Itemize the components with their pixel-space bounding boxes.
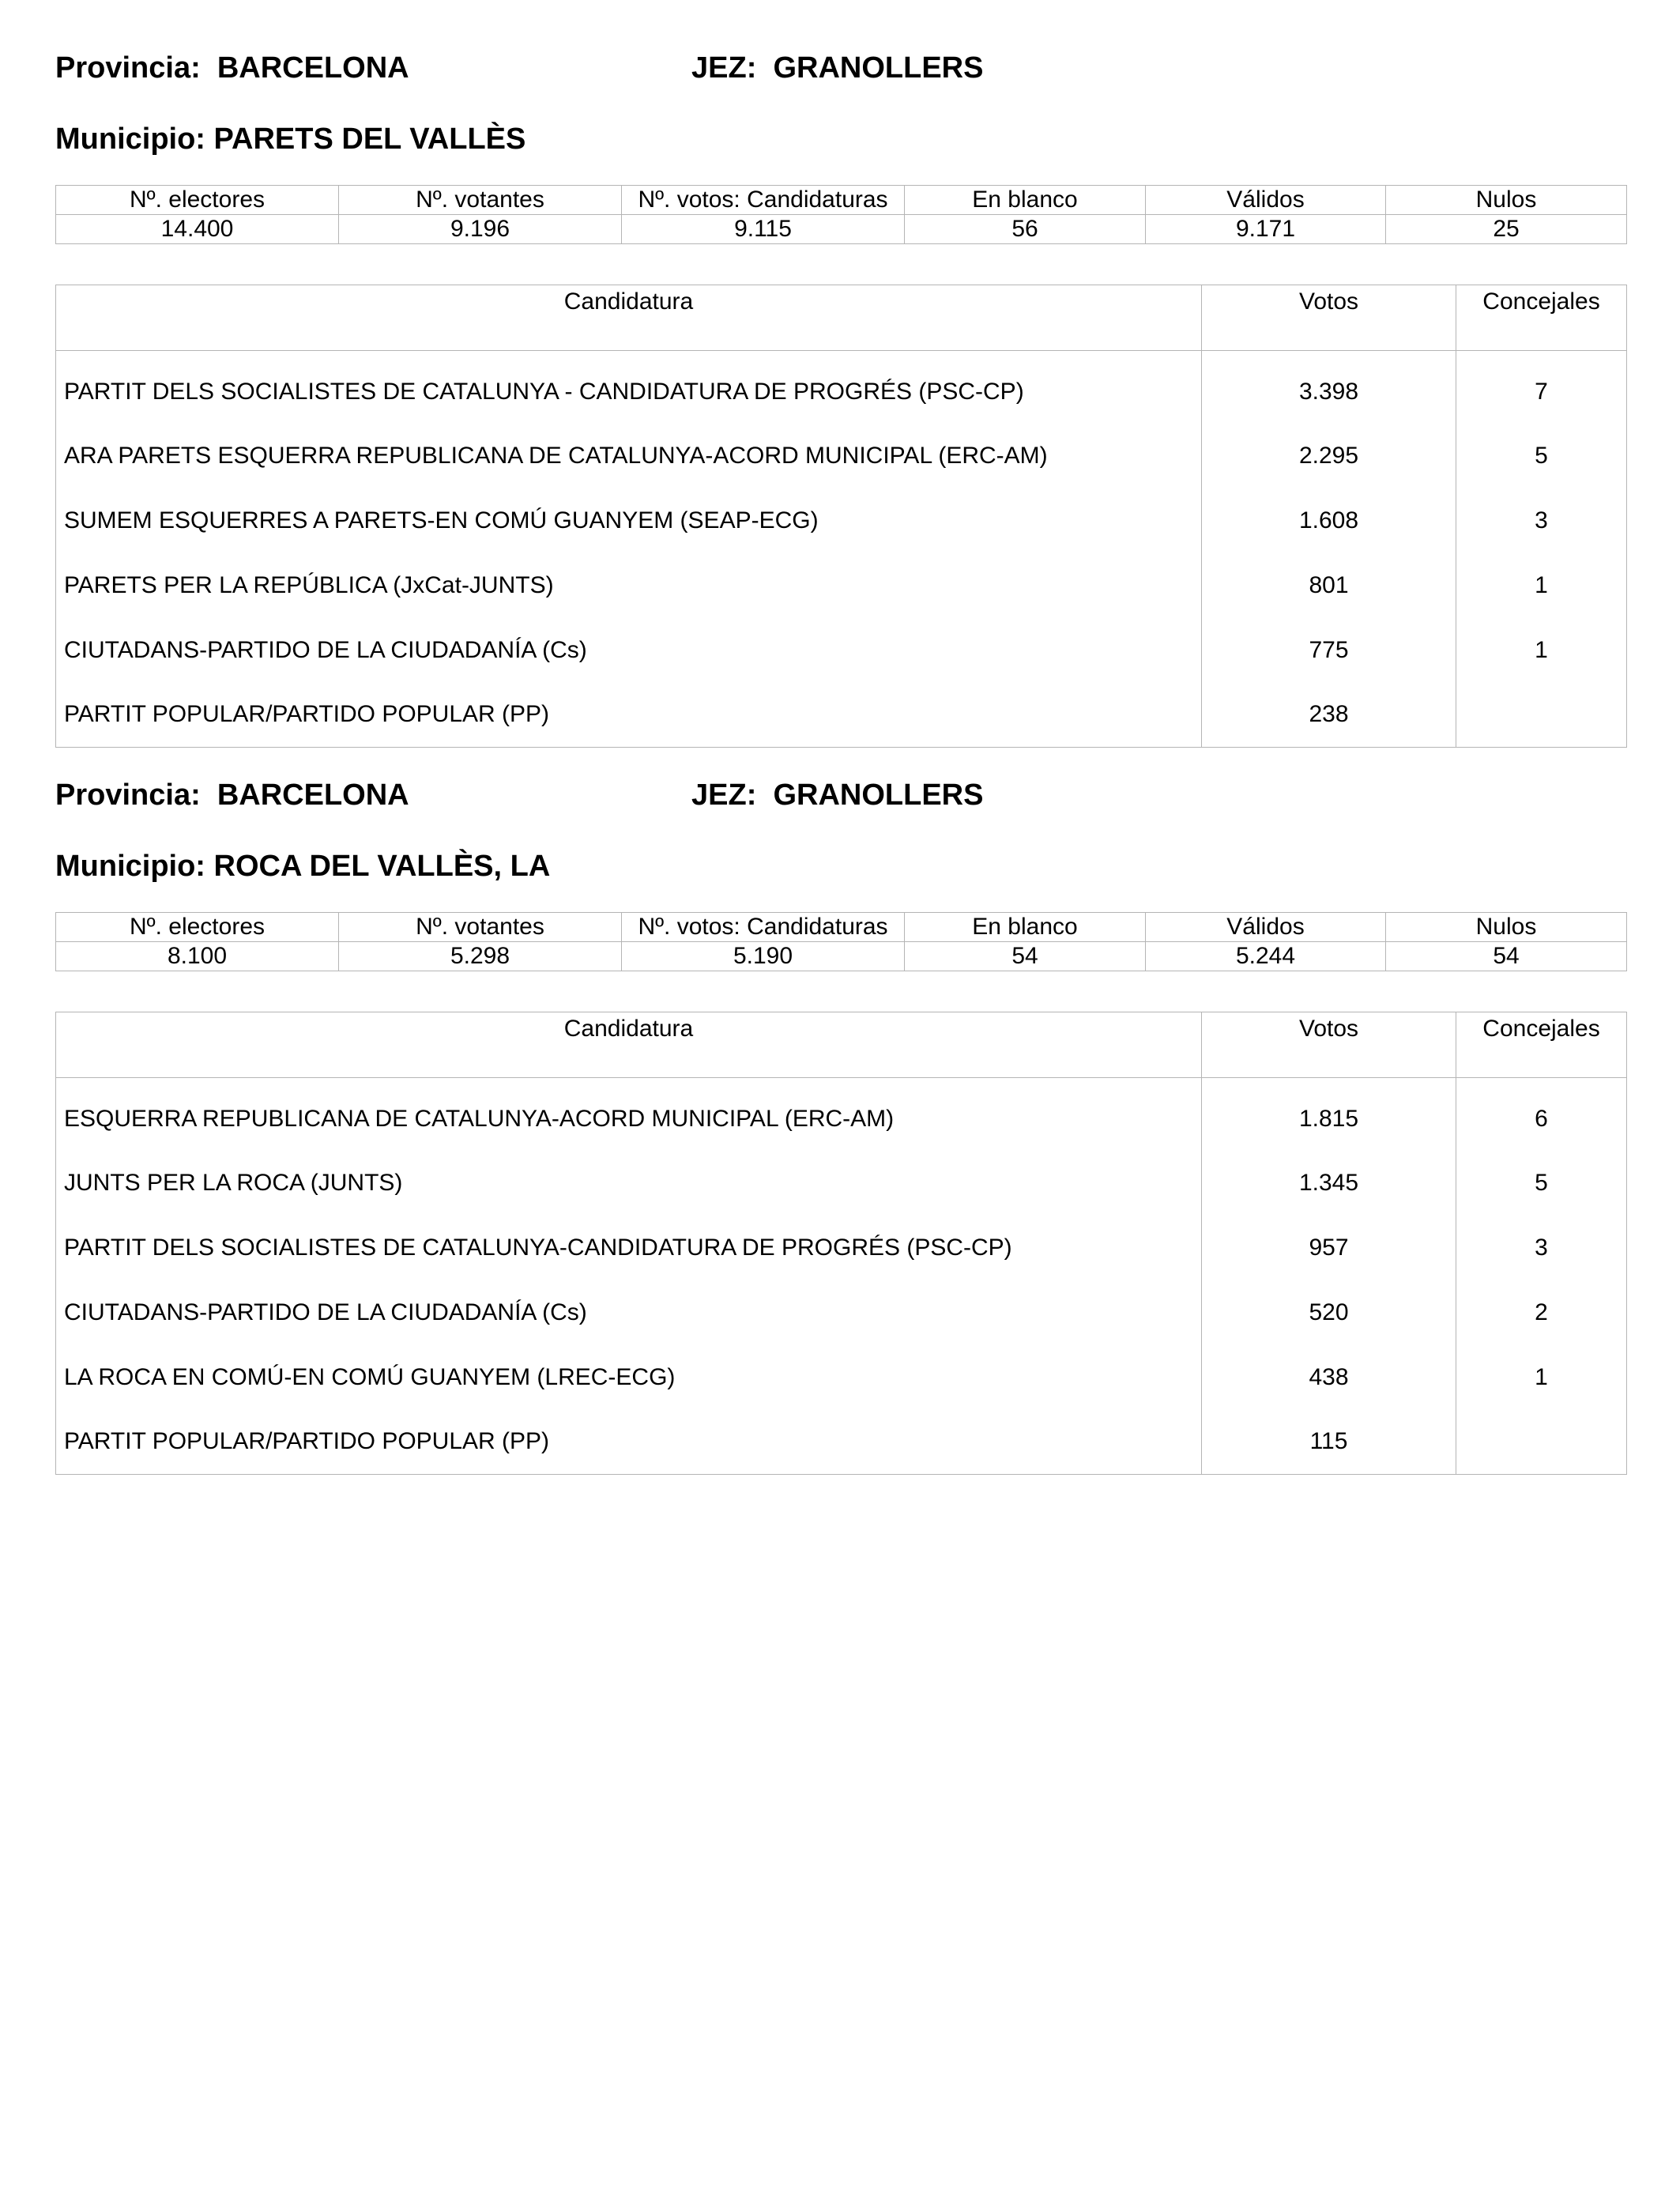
votos-cell: 1.608: [1202, 488, 1456, 553]
candidatura-cell: PARTIT DELS SOCIALISTES DE CATALUNYA-CANDIDATURA DE PROGRÉS (PSC-CP): [56, 1216, 1202, 1280]
candidatura-cell: LA ROCA EN COMÚ-EN COMÚ GUANYEM (LREC-ECG): [56, 1345, 1202, 1410]
summary-header-validos: Válidos: [1146, 186, 1386, 215]
summary-header-electores: Nº. electores: [56, 913, 339, 942]
candidatura-cell: PARTIT POPULAR/PARTIDO POPULAR (PP): [56, 683, 1202, 748]
table-row: [56, 351, 1627, 424]
concejales-cell: 6: [1456, 1078, 1627, 1151]
table-row: [56, 1345, 1627, 1410]
summary-header-row: [56, 186, 1627, 215]
summary-header-en-blanco: En blanco: [905, 186, 1146, 215]
provincia-heading: Provincia: BARCELONA: [55, 51, 409, 85]
results-header-candidatura: Candidatura: [56, 1012, 1202, 1078]
concejales-cell: [1456, 683, 1627, 748]
summary-table: [55, 912, 1627, 971]
summary-value-row: [56, 942, 1627, 971]
summary-value-en-blanco: 56: [905, 215, 1146, 244]
summary-header-en-blanco: En blanco: [905, 913, 1146, 942]
summary-value-votos-candidaturas: 5.190: [622, 942, 905, 971]
votos-cell: 1.815: [1202, 1078, 1456, 1151]
summary-value-votos-candidaturas: 9.115: [622, 215, 905, 244]
concejales-cell: 5: [1456, 1151, 1627, 1216]
candidatura-cell: JUNTS PER LA ROCA (JUNTS): [56, 1151, 1202, 1216]
summary-header-validos: Válidos: [1146, 913, 1386, 942]
summary-header-votantes: Nº. votantes: [339, 913, 622, 942]
table-row: [56, 1151, 1627, 1216]
table-row: [56, 553, 1627, 618]
concejales-cell: 1: [1456, 553, 1627, 618]
candidatura-cell: PARTIT DELS SOCIALISTES DE CATALUNYA - CANDIDATURA DE PROGRÉS (PSC-CP): [56, 351, 1202, 424]
votos-cell: 115: [1202, 1410, 1456, 1475]
candidatura-cell: ESQUERRA REPUBLICANA DE CATALUNYA-ACORD MUNICIPAL (ERC-AM): [56, 1078, 1202, 1151]
concejales-cell: 5: [1456, 424, 1627, 488]
votos-cell: 438: [1202, 1345, 1456, 1410]
table-row: [56, 424, 1627, 488]
jez-heading: JEZ: GRANOLLERS: [691, 778, 984, 812]
summary-header-votos-candidaturas: Nº. votos: Candidaturas: [622, 186, 905, 215]
votos-cell: 238: [1202, 683, 1456, 748]
table-row: [56, 1216, 1627, 1280]
votos-cell: 1.345: [1202, 1151, 1456, 1216]
results-header-concejales: Concejales: [1456, 1012, 1627, 1078]
summary-value-nulos: 54: [1386, 942, 1627, 971]
summary-value-electores: 8.100: [56, 942, 339, 971]
summary-header-nulos: Nulos: [1386, 913, 1627, 942]
table-row: [56, 488, 1627, 553]
concejales-cell: 2: [1456, 1280, 1627, 1345]
concejales-cell: 1: [1456, 1345, 1627, 1410]
candidatura-cell: PARTIT POPULAR/PARTIDO POPULAR (PP): [56, 1410, 1202, 1475]
concejales-cell: 3: [1456, 488, 1627, 553]
summary-header-votos-candidaturas: Nº. votos: Candidaturas: [622, 913, 905, 942]
results-header-candidatura: Candidatura: [56, 285, 1202, 351]
table-row: [56, 1078, 1627, 1151]
votos-cell: 801: [1202, 553, 1456, 618]
table-row: [56, 683, 1627, 748]
municipio-heading: Municipio: ROCA DEL VALLÈS, LA: [55, 850, 551, 883]
votos-cell: 520: [1202, 1280, 1456, 1345]
summary-header-electores: Nº. electores: [56, 186, 339, 215]
candidatura-cell: CIUTADANS-PARTIDO DE LA CIUDADANÍA (Cs): [56, 618, 1202, 683]
summary-header-row: [56, 913, 1627, 942]
summary-value-row: [56, 215, 1627, 244]
candidatura-cell: ARA PARETS ESQUERRA REPUBLICANA DE CATALUNYA-ACORD MUNICIPAL (ERC-AM): [56, 424, 1202, 488]
table-row: [56, 1410, 1627, 1475]
municipio-heading: Municipio: PARETS DEL VALLÈS: [55, 123, 526, 156]
summary-value-nulos: 25: [1386, 215, 1627, 244]
concejales-cell: 1: [1456, 618, 1627, 683]
concejales-cell: 7: [1456, 351, 1627, 424]
summary-header-nulos: Nulos: [1386, 186, 1627, 215]
concejales-cell: 3: [1456, 1216, 1627, 1280]
results-header-votos: Votos: [1202, 1012, 1456, 1078]
table-row: [56, 618, 1627, 683]
results-header-row: [56, 1012, 1627, 1078]
results-table: [55, 1012, 1627, 1475]
results-header-concejales: Concejales: [1456, 285, 1627, 351]
results-table: [55, 285, 1627, 748]
candidatura-cell: PARETS PER LA REPÚBLICA (JxCat-JUNTS): [56, 553, 1202, 618]
summary-header-votantes: Nº. votantes: [339, 186, 622, 215]
candidatura-cell: CIUTADANS-PARTIDO DE LA CIUDADANÍA (Cs): [56, 1280, 1202, 1345]
summary-value-votantes: 9.196: [339, 215, 622, 244]
votos-cell: 775: [1202, 618, 1456, 683]
jez-heading: JEZ: GRANOLLERS: [691, 51, 984, 85]
provincia-heading: Provincia: BARCELONA: [55, 778, 409, 812]
summary-value-votantes: 5.298: [339, 942, 622, 971]
summary-value-validos: 5.244: [1146, 942, 1386, 971]
votos-cell: 2.295: [1202, 424, 1456, 488]
votos-cell: 957: [1202, 1216, 1456, 1280]
results-header-row: [56, 285, 1627, 351]
results-header-votos: Votos: [1202, 285, 1456, 351]
table-row: [56, 1280, 1627, 1345]
candidatura-cell: SUMEM ESQUERRES A PARETS-EN COMÚ GUANYEM (SEAP-ECG): [56, 488, 1202, 553]
votos-cell: 3.398: [1202, 351, 1456, 424]
concejales-cell: [1456, 1410, 1627, 1475]
summary-value-electores: 14.400: [56, 215, 339, 244]
summary-value-en-blanco: 54: [905, 942, 1146, 971]
summary-table: [55, 185, 1627, 244]
summary-value-validos: 9.171: [1146, 215, 1386, 244]
